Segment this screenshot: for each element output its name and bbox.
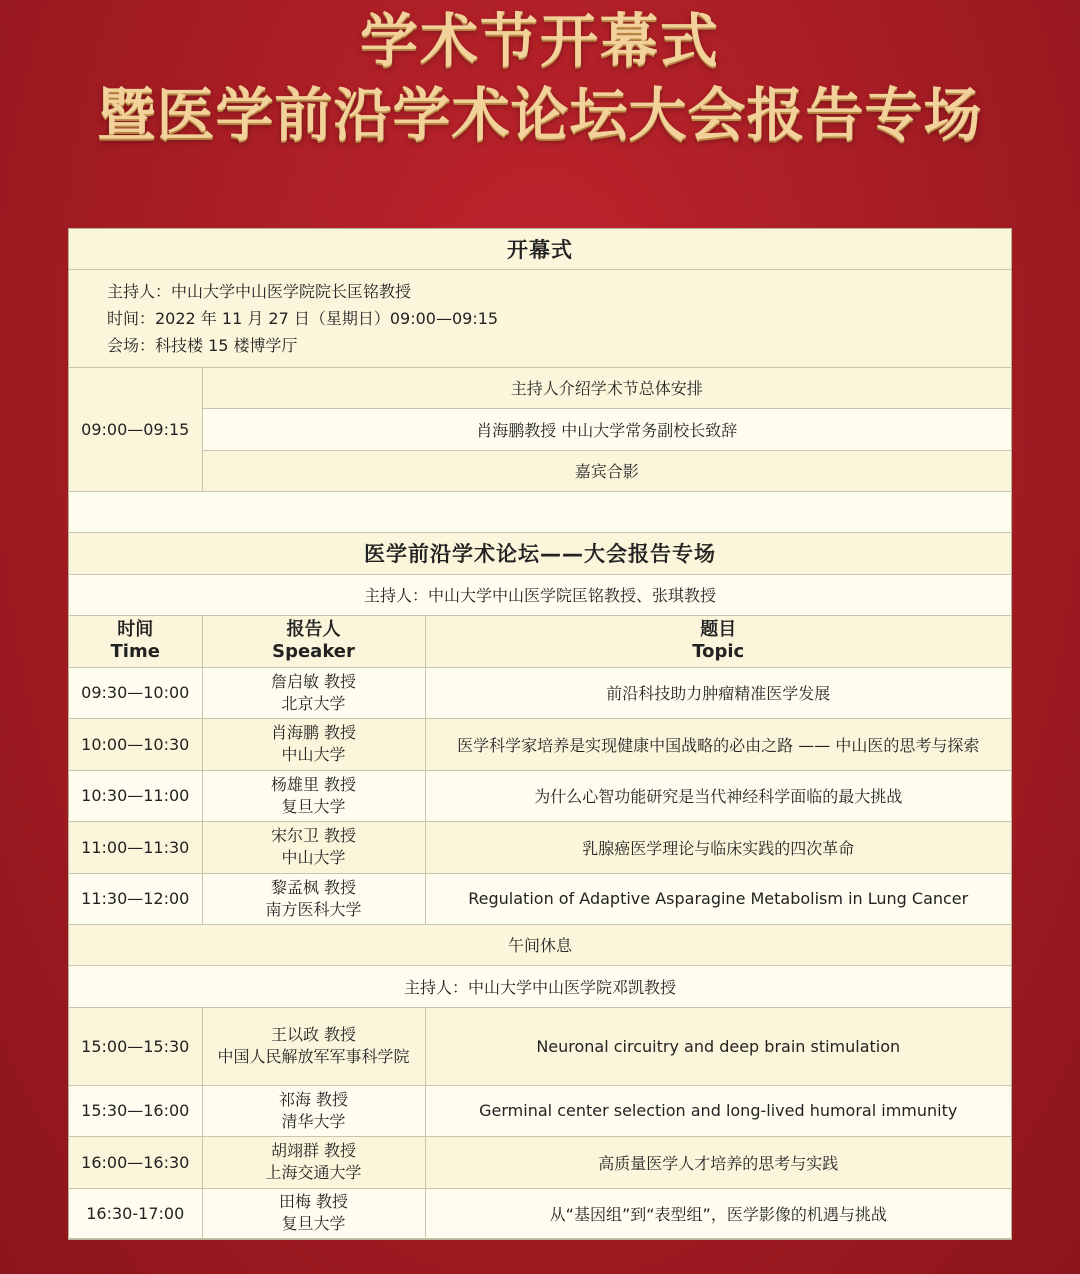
talk-row [69, 718, 1011, 770]
talk-time: 16:30-17:00 [69, 1188, 202, 1238]
talk-row [69, 1136, 1011, 1188]
opening-venue: 会场：科技楼 15 楼博学厅 [107, 335, 298, 355]
talk-speaker [202, 1007, 425, 1085]
column-header-time [69, 615, 202, 667]
column-header-topic-en: Topic [692, 641, 745, 662]
speaker-name: 宋尔卫 教授 [270, 826, 357, 845]
speaker-affiliation: 中山大学 [281, 745, 346, 764]
column-header-speaker-cn: 报告人 [286, 619, 341, 640]
opening-title-row [69, 229, 1011, 269]
poster-title-line1: 学术节开幕式 [359, 7, 720, 75]
talk-topic: Germinal center selection and long-lived humoral immunity [425, 1085, 1011, 1136]
schedule-table [69, 229, 1011, 1239]
talk-time: 15:00—15:30 [69, 1007, 202, 1085]
talk-time: 11:00—11:30 [69, 821, 202, 873]
column-header-speaker-en: Speaker [272, 641, 355, 662]
column-header-time-en: Time [110, 641, 160, 662]
speaker-affiliation: 清华大学 [281, 1111, 346, 1131]
forum-title: 医学前沿学术论坛——大会报告专场 [69, 532, 1011, 574]
opening-host: 主持人：中山大学中山医学院院长匡铭教授 [107, 281, 412, 301]
talk-speaker [202, 873, 425, 924]
spacer [69, 491, 1011, 532]
talk-topic: Neuronal circuitry and deep brain stimulation [425, 1007, 1011, 1085]
column-header-topic [425, 615, 1011, 667]
speaker-affiliation: 中国人民解放军军事科学院 [217, 1047, 410, 1066]
forum-host-row [69, 965, 1011, 1007]
speaker-affiliation: 北京大学 [281, 693, 346, 713]
column-header-topic-cn: 题目 [700, 619, 737, 640]
talk-time: 10:30—11:00 [69, 770, 202, 821]
talk-row [69, 770, 1011, 821]
talk-speaker [202, 770, 425, 821]
speaker-name: 田梅 教授 [278, 1192, 349, 1211]
speaker-affiliation: 复旦大学 [281, 796, 346, 816]
forum-host-row [69, 574, 1011, 615]
column-header-speaker [202, 615, 425, 667]
column-header-time-cn: 时间 [117, 619, 154, 640]
speaker-name: 祁海 教授 [278, 1089, 349, 1109]
forum-host-afternoon: 主持人：中山大学中山医学院邓凯教授 [69, 965, 1011, 1007]
opening-item: 主持人介绍学术节总体安排 [202, 367, 1011, 408]
speaker-name: 王以政 教授 [270, 1025, 357, 1044]
opening-item-row [69, 408, 1011, 450]
opening-item-row [69, 450, 1011, 491]
speaker-name: 杨雄里 教授 [270, 774, 357, 794]
speaker-name: 胡翊群 教授 [270, 1141, 357, 1160]
talk-row [69, 821, 1011, 873]
talk-row [69, 873, 1011, 924]
opening-info-row [69, 269, 1011, 367]
opening-item: 嘉宾合影 [202, 450, 1011, 491]
table-header-row [69, 615, 1011, 667]
opening-slot-time: 09:00—09:15 [69, 367, 202, 491]
talk-time: 10:00—10:30 [69, 718, 202, 770]
talk-topic: 高质量医学人才培养的思考与实践 [425, 1136, 1011, 1188]
opening-title: 开幕式 [69, 229, 1011, 269]
talk-topic: 前沿科技助力肿瘤精准医学发展 [425, 667, 1011, 718]
forum-host-morning: 主持人：中山大学中山医学院匡铭教授、张琪教授 [69, 574, 1011, 615]
talk-topic: 乳腺癌医学理论与临床实践的四次革命 [425, 821, 1011, 873]
talk-speaker [202, 718, 425, 770]
talk-row [69, 1007, 1011, 1085]
talk-topic: 医学科学家培养是实现健康中国战略的必由之路 —— 中山医的思考与探索 [425, 718, 1011, 770]
talk-speaker [202, 667, 425, 718]
schedule-card [68, 228, 1012, 1240]
opening-item: 肖海鹏教授 中山大学常务副校长致辞 [202, 408, 1011, 450]
talk-row [69, 1188, 1011, 1238]
talk-time: 15:30—16:00 [69, 1085, 202, 1136]
talk-row [69, 1085, 1011, 1136]
forum-title-row [69, 532, 1011, 574]
speaker-name: 肖海鹏 教授 [270, 723, 357, 742]
spacer-row [69, 491, 1011, 532]
talk-topic: 从“基因组”到“表型组”，医学影像的机遇与挑战 [425, 1188, 1011, 1238]
talk-speaker [202, 1085, 425, 1136]
talk-topic: 为什么心智功能研究是当代神经科学面临的最大挑战 [425, 770, 1011, 821]
talk-speaker [202, 821, 425, 873]
talk-speaker [202, 1188, 425, 1238]
lunch-break-row [69, 924, 1011, 965]
lunch-break: 午间休息 [69, 924, 1011, 965]
speaker-affiliation: 复旦大学 [281, 1214, 346, 1233]
speaker-name: 黎孟枫 教授 [270, 877, 357, 897]
speaker-affiliation: 上海交通大学 [265, 1163, 362, 1182]
speaker-affiliation: 南方医科大学 [265, 899, 362, 919]
talk-row [69, 667, 1011, 718]
talk-time: 11:30—12:00 [69, 873, 202, 924]
talk-topic: Regulation of Adaptive Asparagine Metabolism in Lung Cancer [425, 873, 1011, 924]
opening-time: 时间：2022 年 11 月 27 日（星期日）09:00—09:15 [107, 308, 499, 328]
poster-title-line2: 暨医学前沿学术论坛大会报告专场 [97, 81, 983, 149]
talk-time: 09:30—10:00 [69, 667, 202, 718]
opening-info [69, 269, 1011, 367]
talk-speaker [202, 1136, 425, 1188]
opening-item-row [69, 367, 1011, 408]
speaker-affiliation: 中山大学 [281, 848, 346, 867]
talk-time: 16:00—16:30 [69, 1136, 202, 1188]
speaker-name: 詹启敏 教授 [270, 671, 357, 691]
